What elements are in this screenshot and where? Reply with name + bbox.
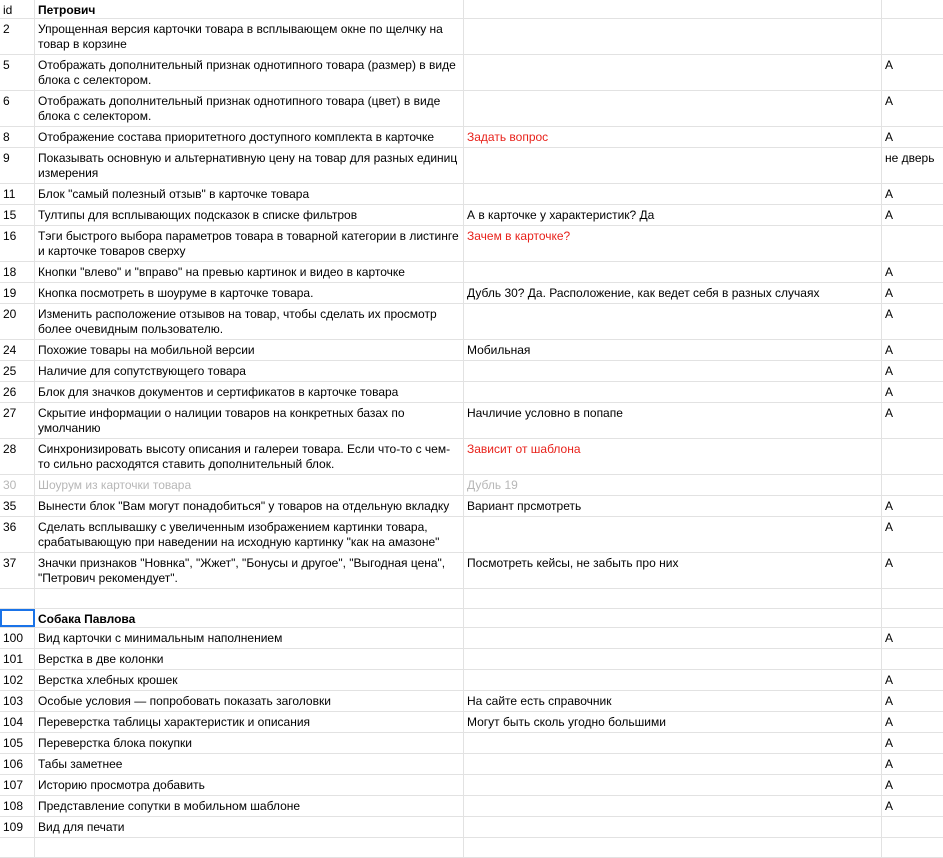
status-cell[interactable]: A <box>885 631 894 645</box>
note-cell[interactable] <box>464 670 882 690</box>
id-cell[interactable]: 107 <box>0 775 35 795</box>
bottom-rows <box>0 628 943 838</box>
section-row <box>0 609 943 628</box>
status-cell[interactable] <box>882 475 943 495</box>
table-row <box>0 19 943 55</box>
table-row <box>0 691 943 712</box>
empty-cell[interactable] <box>882 589 943 608</box>
id-cell[interactable]: 106 <box>0 754 35 774</box>
id-cell[interactable]: 108 <box>0 796 35 816</box>
task-cell[interactable]: Скрытие информации о налиции товаров на конкретных базах по умолчанию <box>35 403 464 438</box>
table-row <box>0 553 943 589</box>
task-cell[interactable]: Кнопка посмотреть в шоуруме в карточке товара. <box>35 283 464 303</box>
table-row <box>0 796 943 817</box>
note-cell[interactable] <box>464 361 882 381</box>
status-cell[interactable]: A <box>885 520 894 534</box>
status-cell[interactable]: A <box>885 265 894 279</box>
table-row <box>0 361 943 382</box>
note-cell[interactable] <box>464 262 882 282</box>
id-cell[interactable]: 102 <box>0 670 35 690</box>
empty-row <box>0 838 943 858</box>
table-row <box>0 283 943 304</box>
status-cell[interactable]: A <box>885 286 894 300</box>
note-cell[interactable] <box>464 19 882 54</box>
selected-cell[interactable] <box>0 609 35 627</box>
table-row <box>0 55 943 91</box>
task-cell[interactable]: Отображать дополнительный признак однотипного товара (размер) в виде блока с селектором. <box>35 55 464 90</box>
empty-cell[interactable] <box>882 838 943 857</box>
id-cell[interactable]: 15 <box>0 205 35 225</box>
status-cell[interactable] <box>882 817 943 837</box>
status-cell[interactable]: A <box>885 778 894 792</box>
table-row <box>0 340 943 361</box>
table-row <box>0 754 943 775</box>
table-row <box>0 91 943 127</box>
empty-cell[interactable] <box>35 838 464 857</box>
task-cell[interactable]: Блок для значков документов и сертификатов в карточке товара <box>35 382 464 402</box>
status-cell[interactable]: A <box>885 364 894 378</box>
task-cell[interactable]: Синхронизировать высоту описания и галереи товара. Если что-то с чем-то сильно расходятся ставить дополнительный блок. <box>35 439 464 474</box>
task-cell[interactable]: Кнопки "влево" и "вправо" на превью картинок и видео в карточке <box>35 262 464 282</box>
status-cell[interactable]: A <box>885 406 894 420</box>
id-cell[interactable]: 104 <box>0 712 35 732</box>
note-cell[interactable]: Вариант прсмотреть <box>464 496 882 516</box>
status-cell[interactable]: A <box>885 736 894 750</box>
id-cell[interactable]: 16 <box>0 226 35 261</box>
status-cell[interactable]: A <box>885 556 894 570</box>
id-cell[interactable]: 11 <box>0 184 35 204</box>
task-cell[interactable]: Историю просмотра добавить <box>35 775 464 795</box>
empty-row <box>0 589 943 609</box>
id-cell[interactable]: 37 <box>0 553 35 588</box>
table-row <box>0 148 943 184</box>
task-cell[interactable]: Похожие товары на мобильной версии <box>35 340 464 360</box>
id-cell[interactable]: 26 <box>0 382 35 402</box>
section-title-cell[interactable]: Собака Павлова <box>35 609 464 627</box>
section-note-cell[interactable] <box>464 609 882 627</box>
task-cell[interactable]: Особые условия — попробовать показать заголовки <box>35 691 464 711</box>
task-cell[interactable]: Тултипы для всплывающих подсказок в списке фильтров <box>35 205 464 225</box>
id-cell[interactable]: 8 <box>0 127 35 147</box>
status-cell[interactable]: A <box>885 130 894 144</box>
note-cell[interactable]: Зачем в карточке? <box>464 226 882 261</box>
status-cell[interactable] <box>882 649 943 669</box>
note-cell[interactable]: Могут быть сколь угодно большими <box>464 712 882 732</box>
status-cell[interactable]: A <box>885 307 894 321</box>
id-cell[interactable]: 9 <box>0 148 35 183</box>
task-cell[interactable]: Упрощенная версия карточки товара в всплывающем окне по щелчку на товар в корзине <box>35 19 464 54</box>
table-row <box>0 304 943 340</box>
task-cell[interactable]: Сделать всплывашку с увеличенным изображением картинки товара, срабатывающую при наведении на исходную картинку "как на амазоне" <box>35 517 464 552</box>
note-cell[interactable] <box>464 55 882 90</box>
task-cell[interactable]: Табы заметнее <box>35 754 464 774</box>
table-row <box>0 127 943 148</box>
note-cell[interactable] <box>464 775 882 795</box>
status-cell[interactable] <box>882 226 943 261</box>
id-cell[interactable]: 30 <box>0 475 35 495</box>
status-cell[interactable]: A <box>885 799 894 813</box>
table-row <box>0 439 943 475</box>
note-cell[interactable]: Мобильная <box>464 340 882 360</box>
header-note-cell[interactable] <box>464 0 882 18</box>
table-row <box>0 817 943 838</box>
task-cell[interactable]: Шоурум из карточки товара <box>35 475 464 495</box>
status-cell[interactable]: A <box>885 673 894 687</box>
status-cell[interactable] <box>882 439 943 474</box>
table-row <box>0 475 943 496</box>
status-cell[interactable]: A <box>885 499 894 513</box>
empty-cell[interactable] <box>35 589 464 608</box>
note-cell[interactable]: Зависит от шаблона <box>464 439 882 474</box>
section-status-cell[interactable] <box>882 609 943 627</box>
task-cell[interactable]: Представление сопутки в мобильном шаблоне <box>35 796 464 816</box>
note-cell[interactable]: Дубль 30? Да. Расположение, как ведет себя в разных случаях <box>464 283 882 303</box>
table-row <box>0 733 943 754</box>
task-cell[interactable]: Отображать дополнительный признак однотипного товара (цвет) в виде блока с селектором. <box>35 91 464 126</box>
task-cell[interactable]: Вид карточки с минимальным наполнением <box>35 628 464 648</box>
task-cell[interactable]: Верстка хлебных крошек <box>35 670 464 690</box>
status-cell[interactable] <box>882 19 943 54</box>
id-cell[interactable]: 24 <box>0 340 35 360</box>
empty-cell[interactable] <box>0 589 35 608</box>
status-cell[interactable]: A <box>885 58 894 72</box>
id-cell[interactable]: 19 <box>0 283 35 303</box>
note-cell[interactable]: На сайте есть справочник <box>464 691 882 711</box>
top-rows <box>0 19 943 589</box>
id-cell[interactable]: 27 <box>0 403 35 438</box>
id-cell[interactable]: 2 <box>0 19 35 54</box>
empty-cell[interactable] <box>464 838 882 857</box>
note-cell[interactable] <box>464 796 882 816</box>
header-id-cell[interactable]: id <box>0 0 35 18</box>
note-cell[interactable] <box>464 817 882 837</box>
note-cell[interactable] <box>464 304 882 339</box>
table-row <box>0 262 943 283</box>
task-cell[interactable]: Переверстка блока покупки <box>35 733 464 753</box>
status-cell[interactable]: не дверь <box>885 151 935 165</box>
id-cell[interactable]: 28 <box>0 439 35 474</box>
table-row <box>0 628 943 649</box>
id-cell[interactable]: 18 <box>0 262 35 282</box>
table-row <box>0 775 943 796</box>
status-cell[interactable]: A <box>885 208 894 222</box>
task-cell[interactable]: Вынести блок "Вам могут понадобиться" у товаров на отдельную вкладку <box>35 496 464 516</box>
task-cell[interactable]: Значки признаков "Новнка", "Жжет", "Бонусы и другое", "Выгодная цена", "Петрович рекомендует". <box>35 553 464 588</box>
task-cell[interactable]: Наличие для сопутствующего товара <box>35 361 464 381</box>
id-cell[interactable]: 25 <box>0 361 35 381</box>
note-cell[interactable] <box>464 148 882 183</box>
note-cell[interactable] <box>464 91 882 126</box>
task-cell[interactable]: Тэги быстрого выбора параметров товара в товарной категории в листинге и карточке товаров сверху <box>35 226 464 261</box>
status-cell[interactable]: A <box>885 343 894 357</box>
id-cell[interactable]: 100 <box>0 628 35 648</box>
header-row <box>0 0 943 19</box>
table-row <box>0 670 943 691</box>
note-cell[interactable] <box>464 184 882 204</box>
table-row <box>0 712 943 733</box>
task-cell[interactable]: Изменить расположение отзывов на товар, чтобы сделать их просмотр более очевидным пользователю. <box>35 304 464 339</box>
note-cell[interactable] <box>464 382 882 402</box>
table-row <box>0 184 943 205</box>
table-row <box>0 226 943 262</box>
note-cell[interactable]: А в карточке у характеристик? Да <box>464 205 882 225</box>
table-row <box>0 205 943 226</box>
note-cell[interactable]: Посмотреть кейсы, не забыть про них <box>464 553 882 588</box>
header-status-cell[interactable] <box>882 0 943 18</box>
id-cell[interactable]: 109 <box>0 817 35 837</box>
note-cell[interactable]: Задать вопрос <box>464 127 882 147</box>
id-cell[interactable]: 105 <box>0 733 35 753</box>
table-row <box>0 403 943 439</box>
task-cell[interactable]: Отображение состава приоритетного доступного комплекта в карточке <box>35 127 464 147</box>
empty-cell[interactable] <box>464 589 882 608</box>
id-cell[interactable]: 101 <box>0 649 35 669</box>
id-cell[interactable]: 103 <box>0 691 35 711</box>
task-cell[interactable]: Верстка в две колонки <box>35 649 464 669</box>
status-cell[interactable]: A <box>885 94 894 108</box>
id-cell[interactable]: 35 <box>0 496 35 516</box>
status-cell[interactable]: A <box>885 694 894 708</box>
note-cell[interactable] <box>464 733 882 753</box>
task-cell[interactable]: Показывать основную и альтернативную цену на товар для разных единиц измерения <box>35 148 464 183</box>
table-row <box>0 649 943 670</box>
table-row <box>0 382 943 403</box>
note-cell[interactable] <box>464 517 882 552</box>
id-cell[interactable]: 5 <box>0 55 35 90</box>
task-cell[interactable]: Блок "самый полезный отзыв" в карточке товара <box>35 184 464 204</box>
status-cell[interactable]: A <box>885 715 894 729</box>
id-cell[interactable]: 20 <box>0 304 35 339</box>
note-cell[interactable] <box>464 628 882 648</box>
note-cell[interactable]: Дубль 19 <box>464 475 882 495</box>
note-cell[interactable]: Начличие условно в попапе <box>464 403 882 438</box>
status-cell[interactable]: A <box>885 385 894 399</box>
note-cell[interactable] <box>464 754 882 774</box>
note-cell[interactable] <box>464 649 882 669</box>
task-cell[interactable]: Вид для печати <box>35 817 464 837</box>
status-cell[interactable]: A <box>885 187 894 201</box>
status-cell[interactable]: A <box>885 757 894 771</box>
header-title-cell[interactable]: Петрович <box>35 0 464 18</box>
table-row <box>0 517 943 553</box>
task-cell[interactable]: Переверстка таблицы характеристик и описания <box>35 712 464 732</box>
table-row <box>0 496 943 517</box>
empty-cell[interactable] <box>0 838 35 857</box>
id-cell[interactable]: 36 <box>0 517 35 552</box>
id-cell[interactable]: 6 <box>0 91 35 126</box>
